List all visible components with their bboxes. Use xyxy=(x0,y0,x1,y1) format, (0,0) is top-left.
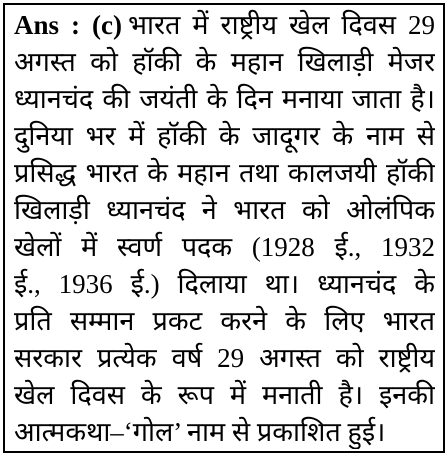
answer-line-2: अगस्त को हॉकी के महान खिलाड़ी मेजर xyxy=(14,47,435,77)
answer-line-7: खेलों में स्वर्ण पदक (1928 ई., 1932 xyxy=(14,232,435,262)
answer-line-3: ध्यानचंद की जयंती के दिन मनाया जाता है। xyxy=(14,84,435,114)
answer-line-10: सरकार प्रत्येक वर्ष 29 अगस्त को राष्ट्रीय xyxy=(14,343,435,373)
answer-line-9: प्रति सम्मान प्रकट करने के लिए भारत xyxy=(14,306,435,336)
answer-line-4: दुनिया भर में हॉकी के जादूगर के नाम से xyxy=(14,121,435,151)
answer-label: Ans : (c) xyxy=(14,10,122,40)
answer-box xyxy=(3,3,445,453)
answer-line-6: खिलाड़ी ध्यानचंद ने भारत को ओलंपिक xyxy=(14,195,435,225)
answer-line-11: खेल दिवस के रूप में मनाती है। इनकी xyxy=(14,380,435,410)
answer-line-1-text: भारत में राष्ट्रीय खेल दिवस 29 xyxy=(127,10,435,40)
answer-line-1 xyxy=(14,8,435,42)
answer-line-8: ई., 1936 ई.) दिलाया था। ध्यानचंद के xyxy=(14,269,435,299)
answer-line-5: प्रसिद्ध भारत के महान तथा कालजयी हॉकी xyxy=(14,158,435,188)
answer-line-12: आत्मकथा–‘गोल’ नाम से प्रकाशित हुई। xyxy=(14,417,386,447)
